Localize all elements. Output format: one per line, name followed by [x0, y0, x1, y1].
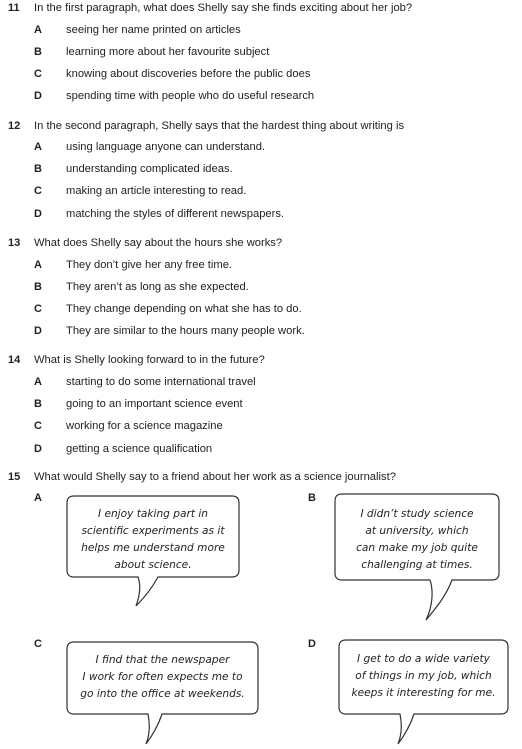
option-text: matching the styles of different newspapers. — [66, 208, 285, 220]
bubble-line: at university, which — [365, 525, 469, 537]
option-text: making an article interesting to read. — [66, 185, 247, 197]
question-number: 12 — [8, 120, 21, 132]
option-letter: C — [34, 420, 42, 432]
bubble-line: I didn’t study science — [360, 508, 474, 520]
option-text: They change depending on what she has to do. — [66, 303, 302, 315]
bubble-line: go into the office at weekends. — [80, 688, 245, 700]
option-letter: A — [34, 141, 42, 153]
bubble-line: keeps it interesting for me. — [351, 687, 496, 699]
bubble-letter-b: B — [308, 492, 316, 504]
option-text: They aren’t as long as she expected. — [66, 281, 249, 293]
option-text: knowing about discoveries before the public does — [66, 68, 311, 80]
bubble-line: of things in my job, which — [355, 670, 492, 682]
option-13-d[interactable] — [0, 325, 522, 341]
bubble-letter-d: D — [308, 638, 316, 650]
speech-bubble-d[interactable] — [334, 638, 516, 748]
bubble-line: about science. — [114, 559, 192, 571]
bubble-letter-c: C — [34, 638, 42, 650]
option-text: going to an important science event — [66, 398, 243, 410]
option-letter: C — [34, 303, 42, 315]
option-14-d[interactable] — [0, 443, 522, 459]
bubble-line: can make my job quite — [356, 542, 478, 554]
question-number: 15 — [8, 471, 21, 483]
option-12-b[interactable] — [0, 163, 522, 179]
option-letter: D — [34, 443, 42, 455]
bubble-line: I enjoy taking part in — [97, 508, 209, 520]
option-12-d[interactable] — [0, 208, 522, 224]
option-13-a[interactable] — [0, 259, 522, 275]
option-11-b[interactable] — [0, 46, 522, 62]
bubble-line: I find that the newspaper — [95, 654, 230, 666]
option-text: using language anyone can understand. — [66, 141, 266, 153]
question-text: What would Shelly say to a friend about her work as a science journalist? — [34, 471, 396, 483]
question-text: In the second paragraph, Shelly says that the hardest thing about writing is — [34, 120, 405, 132]
question-text: What is Shelly looking forward to in the future? — [34, 354, 265, 366]
option-11-a[interactable] — [0, 24, 522, 40]
option-letter: C — [34, 68, 42, 80]
option-text: learning more about her favourite subject — [66, 46, 270, 58]
option-text: They don’t give her any free time. — [66, 259, 233, 271]
bubble-line: I get to do a wide variety — [357, 653, 490, 665]
speech-bubble-b[interactable] — [330, 492, 507, 624]
option-text: spending time with people who do useful research — [66, 90, 315, 102]
option-text: seeing her name printed on articles — [66, 24, 241, 36]
option-11-c[interactable] — [0, 68, 522, 84]
option-text: working for a science magazine — [66, 420, 223, 432]
speech-bubble-a[interactable] — [62, 494, 247, 608]
option-letter: D — [34, 208, 42, 220]
option-letter: D — [34, 90, 42, 102]
option-14-b[interactable] — [0, 398, 522, 414]
question-number: 14 — [8, 354, 21, 366]
bubble-letter-a: A — [34, 492, 42, 504]
bubble-line: helps me understand more — [81, 542, 225, 554]
question-text: What does Shelly say about the hours she works? — [34, 237, 283, 249]
bubble-line: challenging at times. — [361, 559, 473, 571]
option-14-c[interactable] — [0, 420, 522, 436]
option-text: getting a science qualification — [66, 443, 213, 455]
option-letter: B — [34, 281, 42, 293]
option-text: starting to do some international travel — [66, 376, 256, 388]
option-14-a[interactable] — [0, 376, 522, 392]
bubble-line: scientific experiments as it — [81, 525, 225, 537]
option-letter: A — [34, 259, 42, 271]
bubble-line: I work for often expects me to — [82, 671, 243, 683]
option-12-c[interactable] — [0, 185, 522, 201]
question-text: In the first paragraph, what does Shelly say she finds exciting about her job? — [34, 2, 413, 14]
option-11-d[interactable] — [0, 90, 522, 106]
option-letter: B — [34, 163, 42, 175]
option-letter: B — [34, 398, 42, 410]
option-text: understanding complicated ideas. — [66, 163, 233, 175]
option-letter: A — [34, 24, 42, 36]
speech-bubble-c[interactable] — [62, 640, 265, 748]
option-text: They are similar to the hours many people work. — [66, 325, 305, 337]
option-letter: A — [34, 376, 42, 388]
option-letter: B — [34, 46, 42, 58]
question-number: 13 — [8, 237, 21, 249]
option-13-b[interactable] — [0, 281, 522, 297]
question-number: 11 — [8, 2, 20, 14]
option-letter: D — [34, 325, 42, 337]
option-letter: C — [34, 185, 42, 197]
option-12-a[interactable] — [0, 141, 522, 157]
option-13-c[interactable] — [0, 303, 522, 319]
